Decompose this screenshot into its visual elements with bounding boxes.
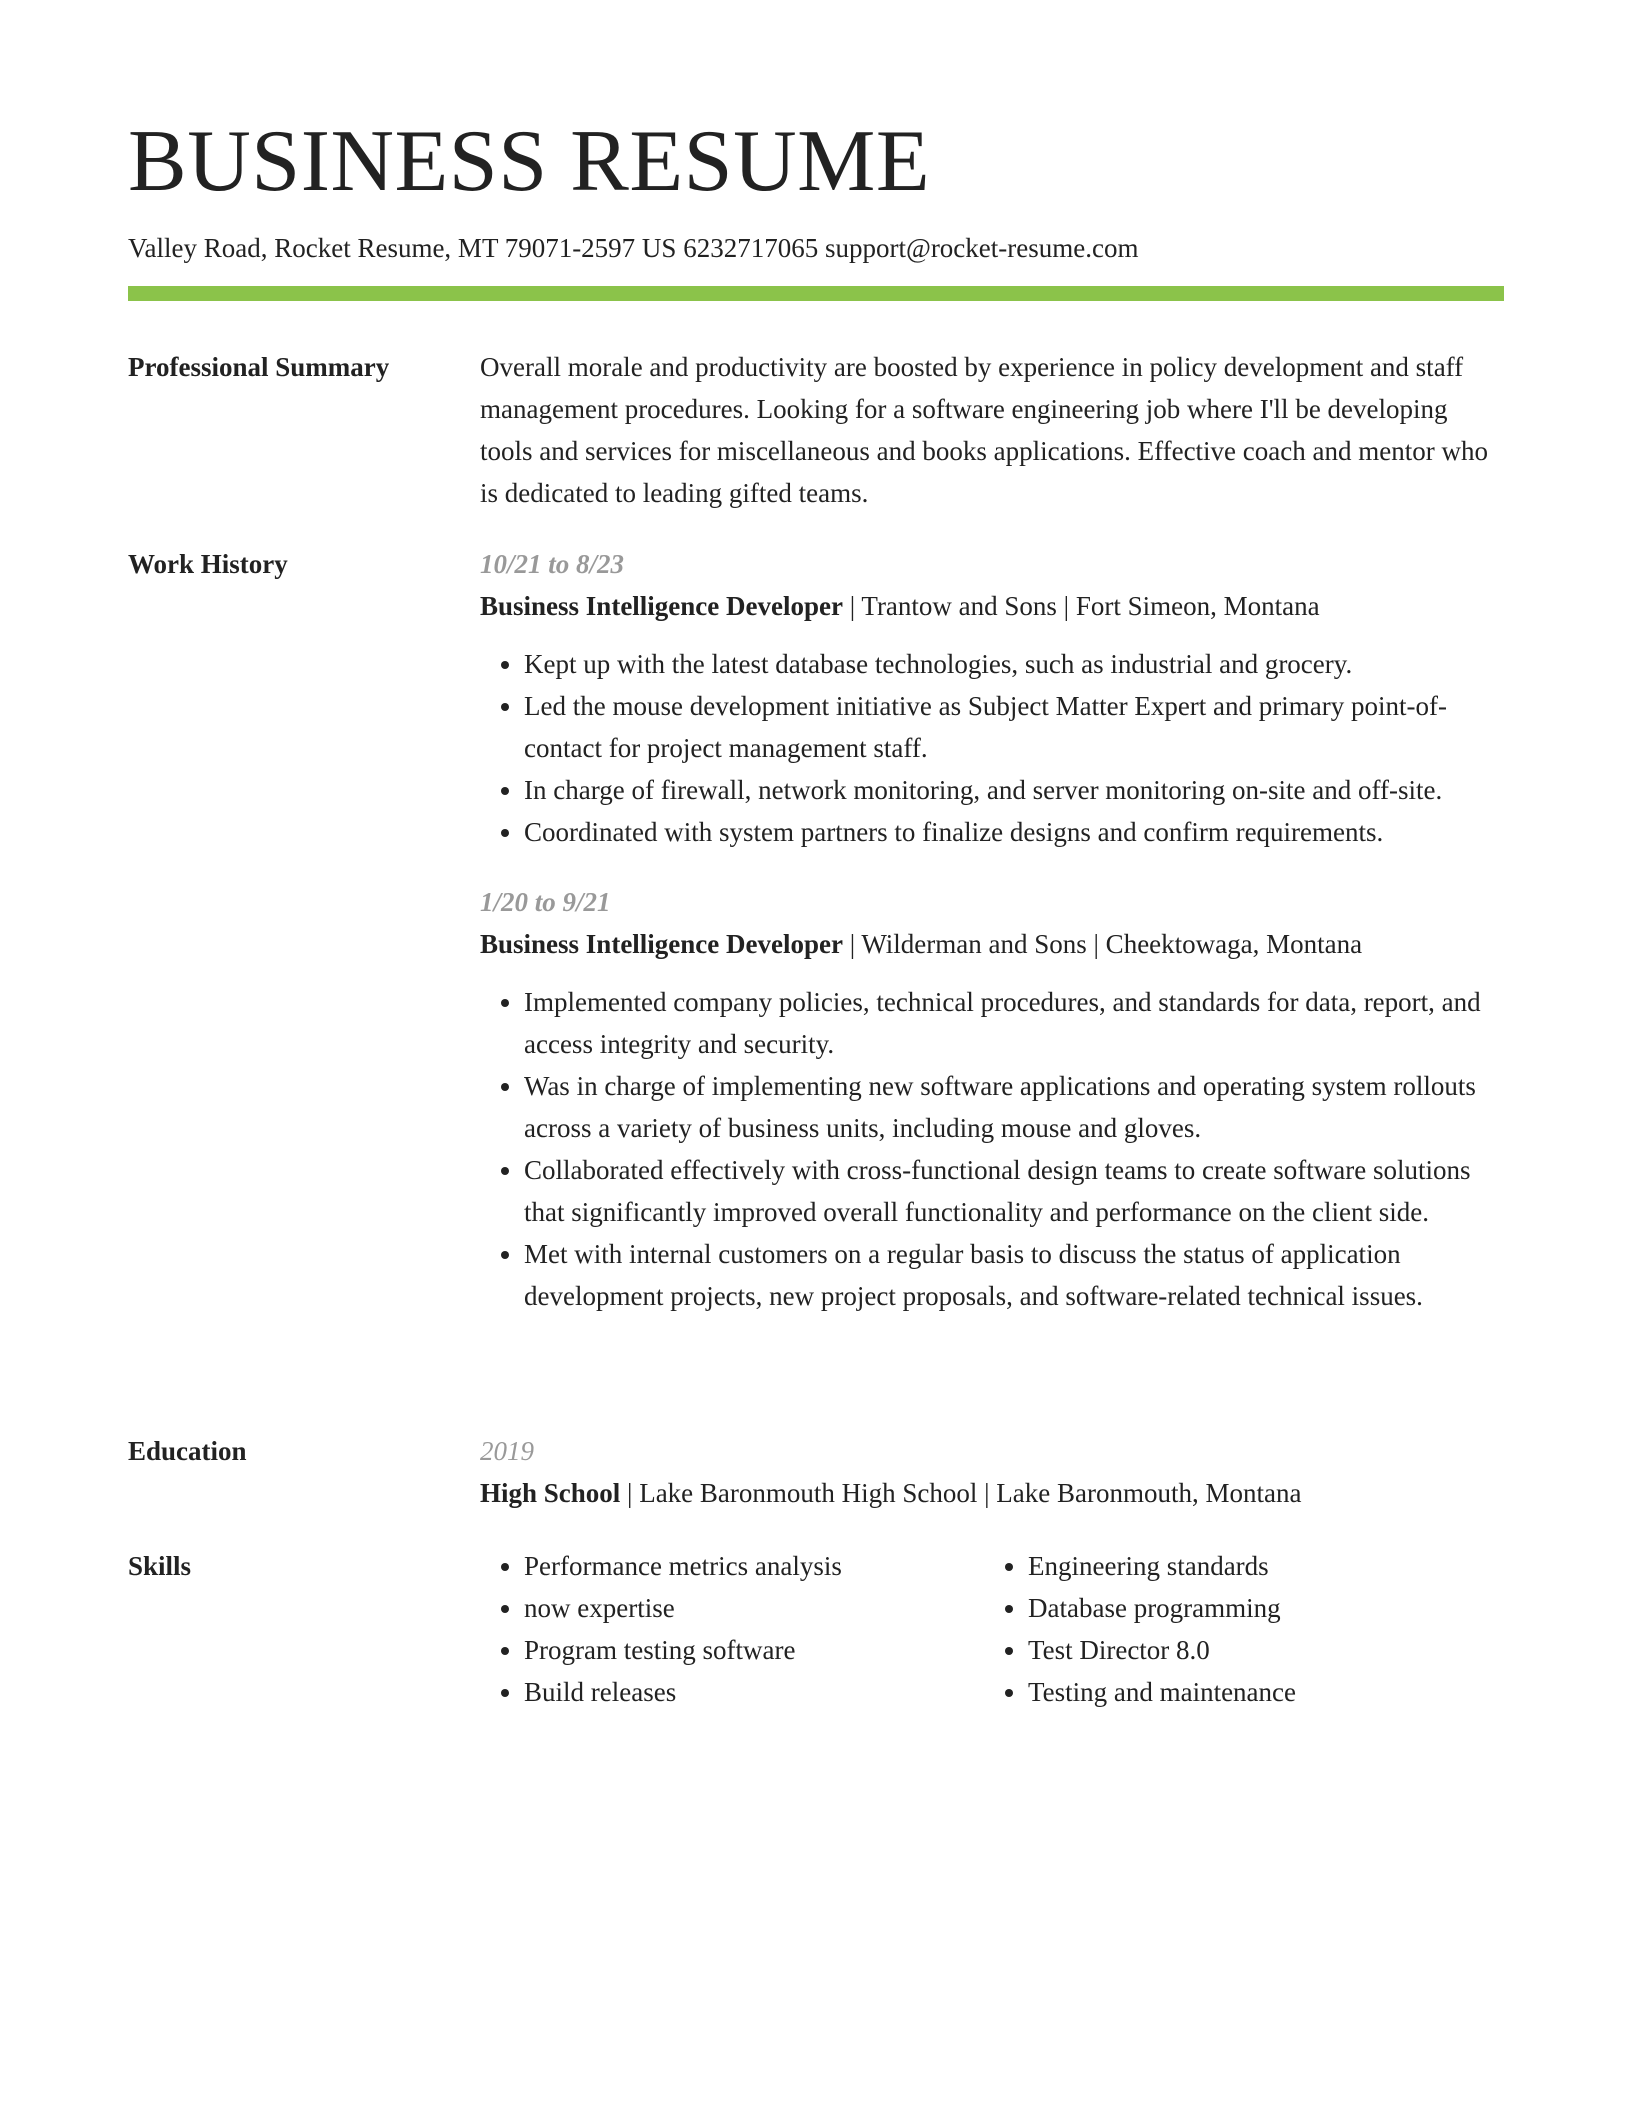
section-label-education: Education: [128, 1436, 247, 1466]
education-body: [480, 1430, 1504, 1514]
skill-item: • Program testing software: [524, 1629, 984, 1671]
job-dates: 1/20 to 9/21: [480, 887, 611, 917]
skill-item: • Database programming: [1028, 1587, 1488, 1629]
job-bullet: • Met with internal customers on a regular basis to discuss the status of application development projects, new project proposals, and software-related technical issues.: [524, 1233, 1504, 1317]
job-bullet: • Led the mouse development initiative as Subject Matter Expert and primary point-of-contact for project management staff.: [524, 685, 1504, 769]
skill-item: • now expertise: [524, 1587, 984, 1629]
job-role: Business Intelligence Developer: [480, 929, 843, 959]
job-bullet: • Implemented company policies, technical procedures, and standards for data, report, and access integrity and security.: [524, 981, 1504, 1065]
work-history-body: [480, 543, 1504, 1317]
accent-divider: [128, 286, 1504, 301]
section-label-work-history: Work History: [128, 549, 288, 579]
skill-item: • Testing and maintenance: [1028, 1671, 1488, 1713]
job-entry: [480, 881, 1504, 1317]
job-details: | Wilderman and Sons | Cheektowaga, Montana: [842, 929, 1363, 959]
skills-body: [480, 1545, 1504, 1713]
skills-columns: [480, 1545, 1504, 1713]
education-year: 2019: [480, 1436, 534, 1466]
summary-body: [480, 346, 1504, 514]
skill-item: • Build releases: [524, 1671, 984, 1713]
skill-item: • Engineering standards: [1028, 1545, 1488, 1587]
summary-text: Overall morale and productivity are boosted by experience in policy development and staff management procedures. Looking for a software engineering job where I'll be developing tools and services for miscellaneous and books applications. Effective coach and mentor who is dedicated to leading gifted teams.: [480, 352, 1488, 508]
job-bullet: • Was in charge of implementing new software applications and operating system rollouts across a variety of business units, including mouse and gloves.: [524, 1065, 1504, 1149]
job-role: Business Intelligence Developer: [480, 591, 843, 621]
job-bullets: [480, 981, 1504, 1317]
education-line: [480, 1472, 1504, 1514]
skills-list-right: [984, 1545, 1488, 1713]
job-entry: [480, 543, 1504, 853]
skill-item: • Test Director 8.0: [1028, 1629, 1488, 1671]
section-label-skills: Skills: [128, 1551, 192, 1581]
job-bullet: • Collaborated effectively with cross-functional design teams to create software solutions that significantly improved overall functionality and performance on the client side.: [524, 1149, 1504, 1233]
job-dates: 10/21 to 8/23: [480, 549, 625, 579]
skill-item: • Performance metrics analysis: [524, 1545, 984, 1587]
skills-list-left: [480, 1545, 984, 1713]
contact-line: Valley Road, Rocket Resume, MT 79071-2597 US 6232717065 support@rocket-resume.com: [128, 233, 1139, 263]
job-title-line: [480, 585, 1504, 627]
resume-title: BUSINESS RESUME: [128, 113, 931, 210]
job-bullet: • Coordinated with system partners to finalize designs and confirm requirements.: [524, 811, 1504, 853]
job-bullets: [480, 643, 1504, 853]
job-title-line: [480, 923, 1504, 965]
job-bullet: • Kept up with the latest database technologies, such as industrial and grocery.: [524, 643, 1504, 685]
job-bullet: • In charge of firewall, network monitoring, and server monitoring on-site and off-site.: [524, 769, 1504, 811]
education-degree: High School: [480, 1478, 621, 1508]
education-details: | Lake Baronmouth High School | Lake Baronmouth, Montana: [620, 1478, 1302, 1508]
section-label-summary: Professional Summary: [128, 352, 390, 382]
job-details: | Trantow and Sons | Fort Simeon, Montana: [842, 591, 1320, 621]
